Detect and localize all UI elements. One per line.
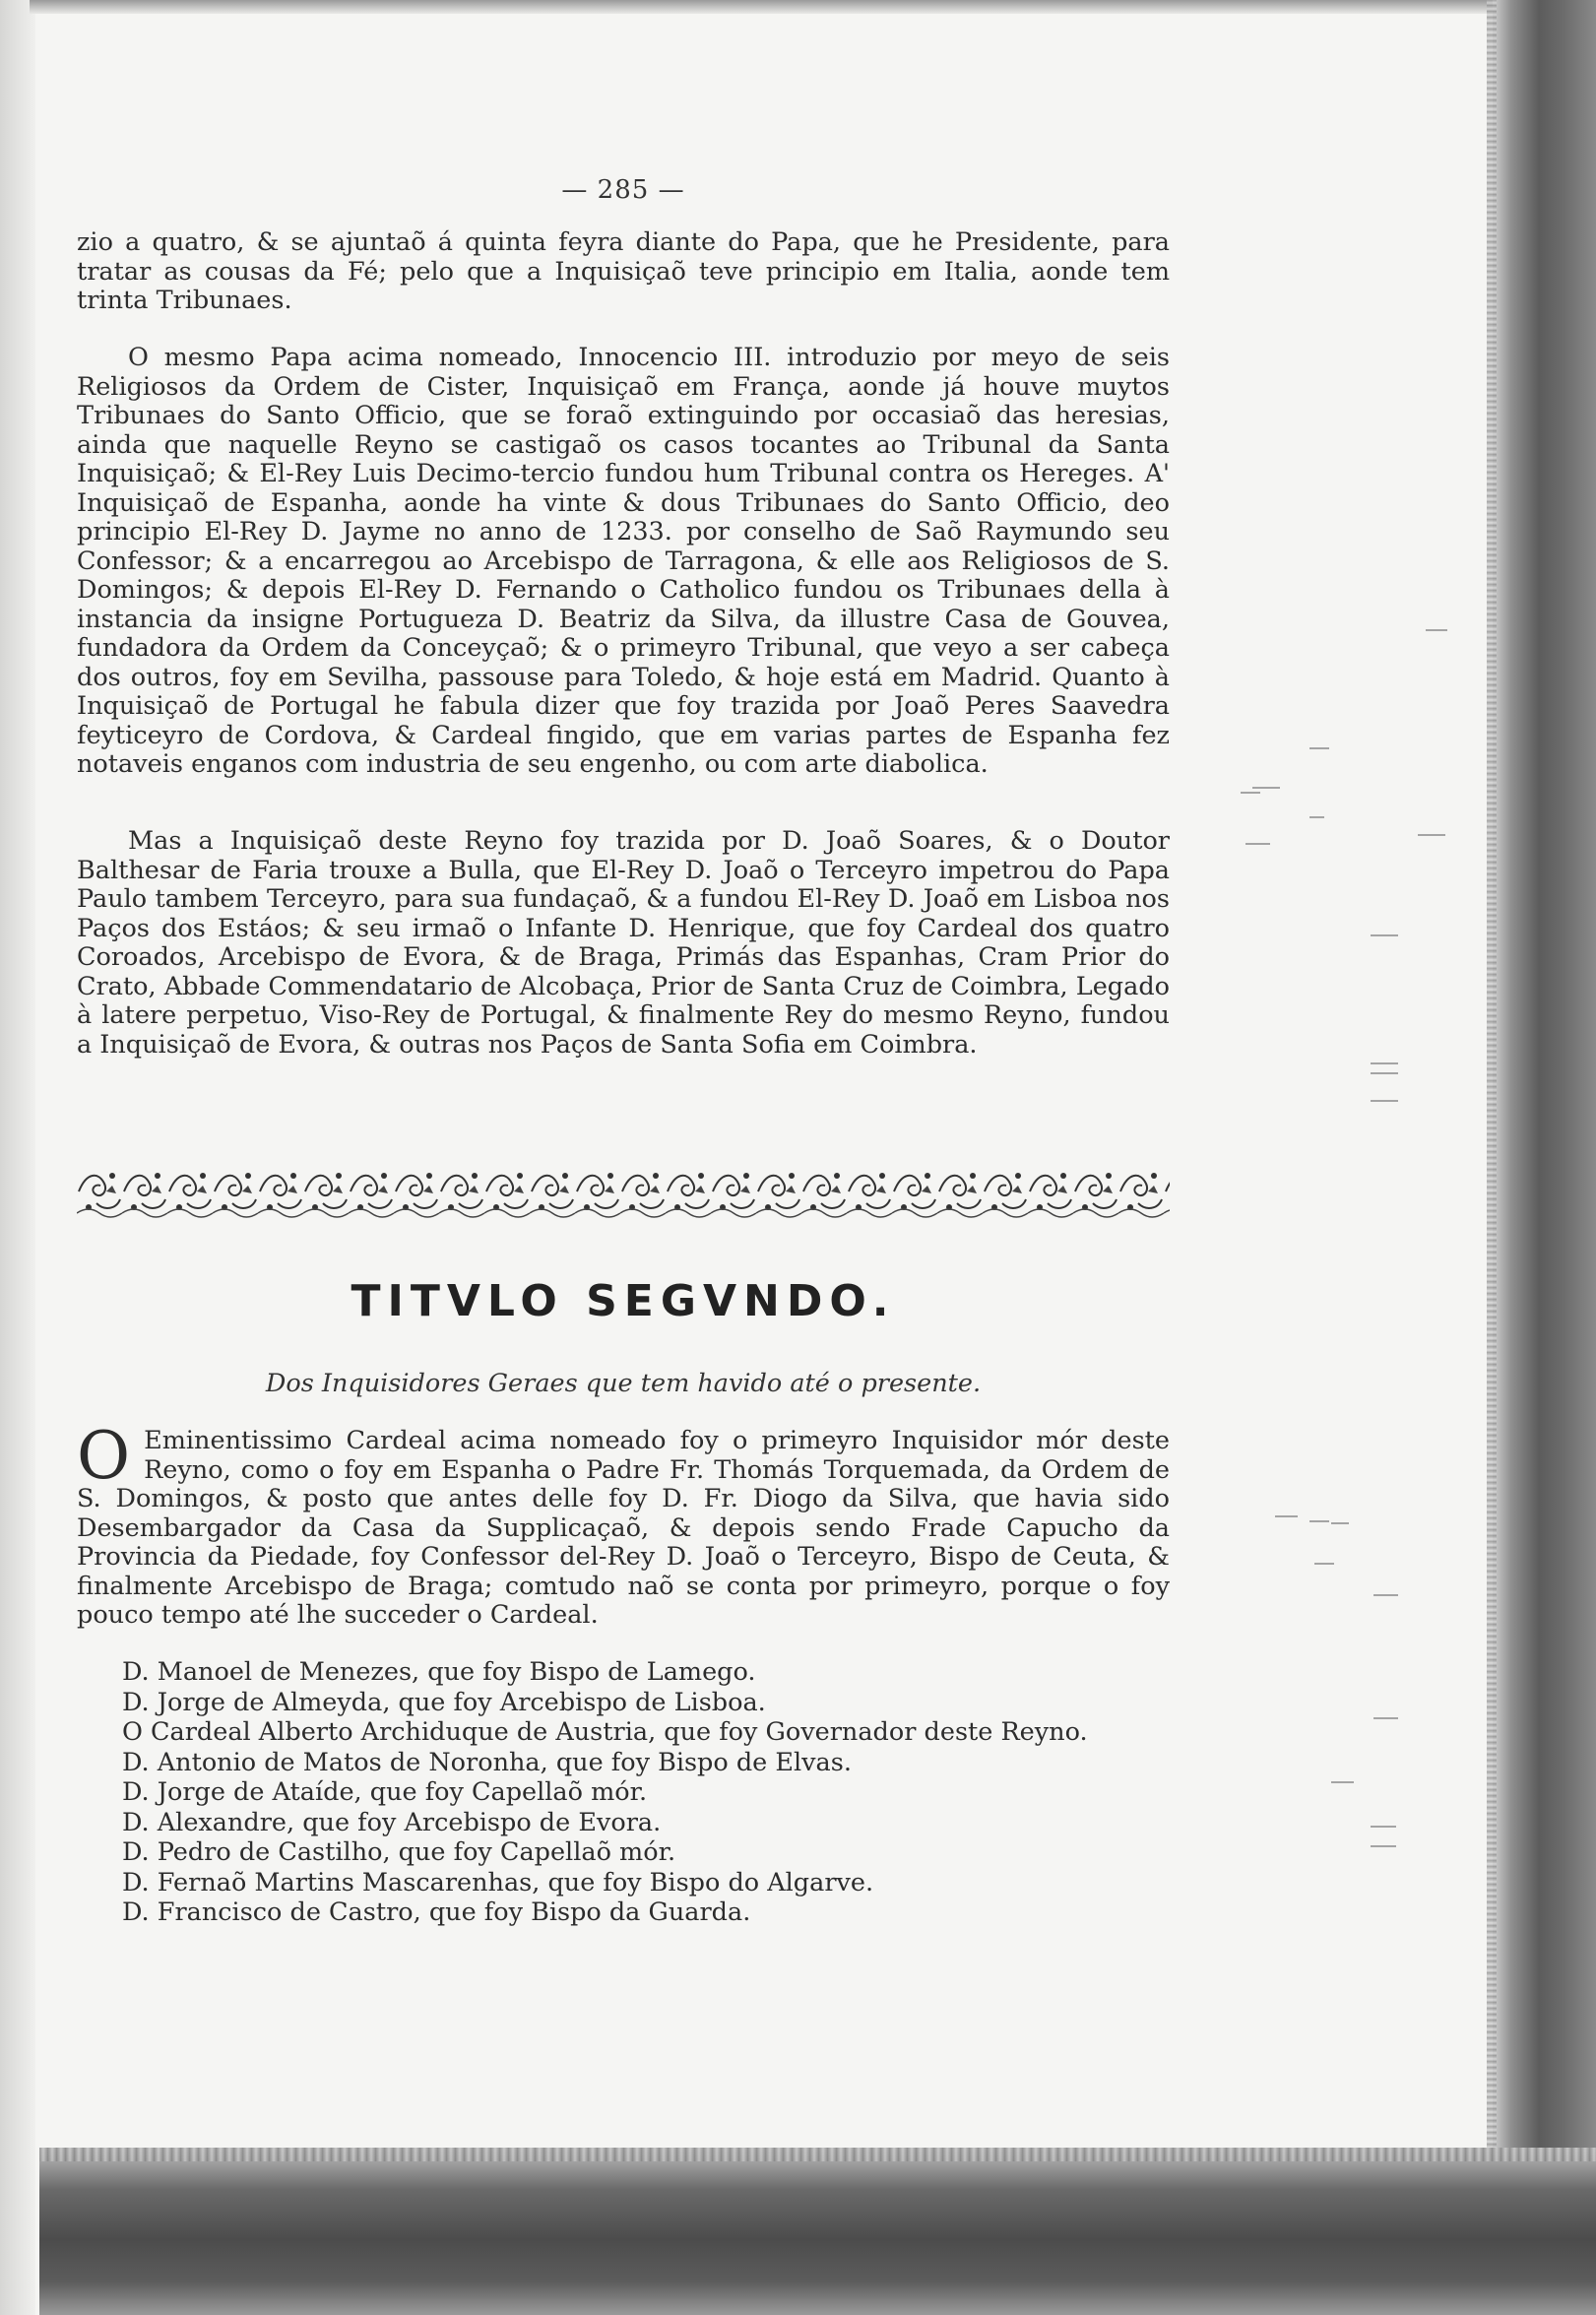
page-number: — 285 — (561, 175, 685, 205)
list-item: D. Antonio de Matos de Noronha, que foy Bispo de Elvas. (122, 1747, 852, 1777)
list-item: D. Jorge de Almeyda, que foy Arcebispo de Lisboa. (122, 1687, 766, 1717)
list-item: D. Alexandre, que foy Arcebispo de Evora. (122, 1807, 662, 1837)
list-item: O Cardeal Alberto Archiduque de Austria, que foy Governador deste Reyno. (122, 1717, 1088, 1747)
list-item: D. Francisco de Castro, que foy Bispo da Guarda. (122, 1897, 751, 1927)
inquisitors-list (122, 1657, 1170, 1928)
decorative-ornament-band (77, 1162, 1170, 1221)
paragraph-1: zio a quatro, & se ajuntaõ á quinta feyra diante do Papa, que he Presidente, para tratar as cousas da Fé; pelo que a Inquisiçaõ teve principio em Italia, aonde tem trinta Tribunaes. (77, 227, 1170, 315)
list-item: D. Jorge de Ataíde, que foy Capellaõ mór. (122, 1777, 648, 1807)
paragraph-2-text: O mesmo Papa acima nomeado, Innocencio III. introduzio por meyo de seis Religiosos da Ordem de Cister, Inquisiçaõ em França, aonde já houve muytos Tribunaes do Santo Officio, que se foraõ extinguindo por occasiaõ das heresias, ainda que naquelle Reyno se castigaõ os casos tocantes ao Tribunal da Santa Inquisiçaõ; & El-Rey Luis Decimo-tercio fundou hum Tribunal contra os Hereges. A' Inquisiçaõ de Espanha, aonde ha vinte & dous Tribunaes do Santo Officio, deo principio El-Rey D. Jayme no anno de 1233. por conselho de Saõ Raymundo seu Confessor; & a encarregou ao Arcebispo de Tarragona, & elle aos Religiosos de S. Domingos; & depois El-Rey D. Fernando o Catholico fundou os Tribunaes della à instancia da insigne Portugueza D. Beatriz da Silva, da illustre Casa de Gouvea, fundadora da Ordem da Conceyçaõ; & o primeyro Tribunal, que veyo a ser cabeça dos outros, foy em Sevilha, passouse para Toledo, & hoje está em Madrid. Quanto à Inquisiçaõ de Portugal he fabula dizer que foy trazida por Joaõ Peres Saavedra feyticeyro de Cordova, & Cardeal fingido, que em varias partes de Espanha fez notaveis enganos com industria de seu engenho, ou com arte diabolica. (77, 343, 1170, 779)
list-item: D. Pedro de Castilho, que foy Capellaõ mór. (122, 1837, 676, 1867)
paragraph-3 (77, 827, 1170, 1060)
section-subtitle: Dos Inquisidores Geraes que tem havido até o presente. (265, 1369, 982, 1398)
paragraph-2 (77, 344, 1170, 780)
list-item: D. Fernaõ Martins Mascarenhas, que foy Bispo do Algarve. (122, 1867, 874, 1897)
paragraph-3-text: Mas a Inquisiçaõ deste Reyno foy trazida por D. Joaõ Soares, & o Doutor Balthesar de Faria trouxe a Bulla, que El-Rey D. Joaõ o Terceyro impetrou do Papa Paulo tambem Terceyro, para sua fundaçaõ, & a fundou El-Rey D. Joaõ em Lisboa nos Paços dos Estáos; & seu irmaõ o Infante D. Henrique, que foy Cardeal dos quatro Coroados, Arcebispo de Evora, & de Braga, Primás das Espanhas, Cram Prior do Crato, Abbade Commendatario de Alcobaça, Prior de Santa Cruz de Coimbra, Legado à latere perpetuo, Viso-Rey de Portugal, & finalmente Rey do mesmo Reyno, fundou a Inquisiçaõ de Evora, & outras nos Paços de Santa Sofia em Coimbra. (77, 826, 1170, 1060)
drop-cap: O (77, 1418, 131, 1494)
scan-bottom-shadow (39, 2148, 1596, 2315)
section-intro-text: Eminentissimo Cardeal acima nomeado foy o primeyro Inquisidor mór deste Reyno, como o foy em Espanha o Padre Fr. Thomás Torquemada, da Ordem de S. Domingos, & posto que antes delle foy D. Fr. Diogo da Silva, que havia sido Desembargador da Casa da Supplicaçaõ, & depois sendo Frade Capucho da Provincia da Piedade, foy Confessor del-Rey D. Joaõ o Terceyro, Bispo de Ceuta, & finalmente Arcebispo de Braga; comtudo naõ se conta por primeyro, porque o foy pouco tempo até lhe succeder o Cardeal. (77, 1426, 1170, 1630)
page-left-edge (0, 0, 35, 2315)
page-top-edge (30, 0, 1497, 14)
scan-right-shadow (1493, 0, 1596, 2315)
list-item: D. Manoel de Menezes, que foy Bispo de Lamego. (122, 1657, 756, 1687)
section-intro-paragraph (77, 1418, 1170, 1631)
section-title: TITVLO SEGVNDO. (351, 1276, 896, 1326)
